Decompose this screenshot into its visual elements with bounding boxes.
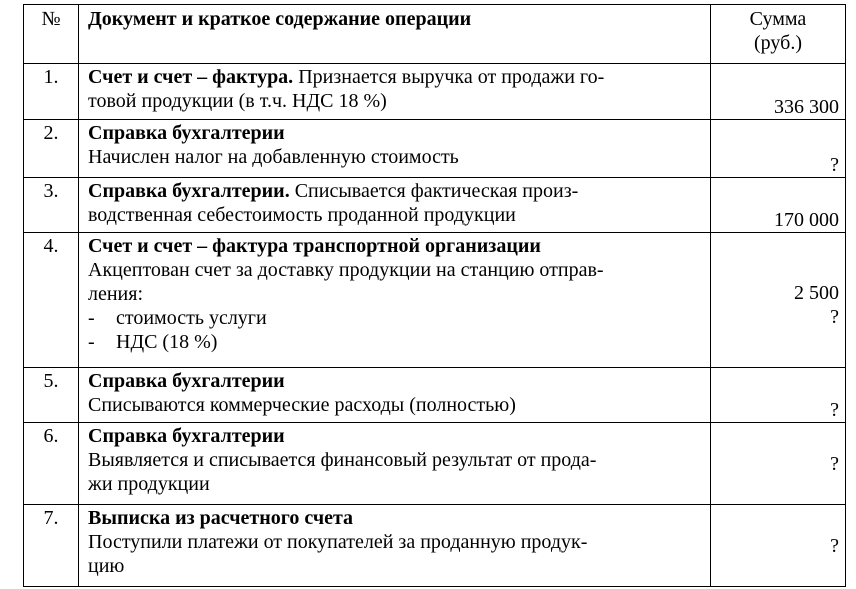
row-number: 1.: [24, 64, 79, 120]
table-row: [24, 505, 846, 587]
row-list-item: [88, 330, 706, 354]
table-row: [24, 423, 846, 505]
table-row: [24, 120, 846, 178]
row-description: цию: [88, 555, 125, 577]
row-document: [79, 178, 711, 233]
row-description: жи продукции: [88, 473, 210, 495]
row-description: Акцептован счет за доставку продукции на станцию отправ-: [88, 259, 604, 281]
row-document: [79, 423, 711, 505]
row-number: 3.: [24, 178, 79, 233]
row-document: [79, 64, 711, 120]
row-description: Выявляется и списывается финансовый результат от прода-: [88, 449, 597, 471]
row-document: [79, 368, 711, 423]
row-sum: 336 300: [711, 64, 846, 120]
row-title: Справка бухгалтерии: [88, 370, 285, 392]
dash-marker: -: [88, 307, 95, 329]
row-title: Счет и счет – фактура.: [88, 66, 294, 88]
row-description: Поступили платежи от покупателей за проданную продук-: [88, 531, 588, 553]
header-sum-line1: Сумма: [749, 8, 807, 30]
row-document: [79, 120, 711, 178]
row-sum: ?: [711, 505, 846, 587]
row-description: Списываются коммерческие расходы (полностью): [88, 394, 516, 416]
row-sum-vat: ?: [830, 306, 839, 328]
row-document: [79, 233, 711, 368]
header-sum: [711, 5, 846, 64]
row-number: 7.: [24, 505, 79, 587]
row-description: товой продукции (в т.ч. НДС 18 %): [88, 90, 387, 112]
row-description: Списывается фактическая произ-: [289, 180, 579, 202]
row-list-item-text: НДС (18 %): [116, 331, 218, 353]
row-sum: ?: [711, 120, 846, 178]
dash-marker: -: [88, 331, 95, 353]
row-title: Выписка из расчетного счета: [88, 507, 354, 529]
row-list-item: [88, 306, 706, 330]
row-description: Признается выручка от продажи го-: [293, 66, 605, 88]
header-row: [24, 5, 846, 64]
row-number: 2.: [24, 120, 79, 178]
row-sum: ?: [711, 368, 846, 423]
row-title: Справка бухгалтерии: [88, 122, 285, 144]
table-row: [24, 233, 846, 368]
row-sum: ?: [711, 423, 846, 505]
row-description: водственная себестоимость проданной продукции: [88, 204, 516, 226]
row-list-item-text: стоимость услуги: [116, 307, 267, 329]
row-sum: [711, 233, 846, 368]
operations-table: [23, 4, 846, 587]
row-number: 4.: [24, 233, 79, 368]
table-row: [24, 368, 846, 423]
row-description: Начислен налог на добавленную стоимость: [88, 146, 459, 168]
row-sum-service: 2 500: [794, 282, 839, 304]
row-title: Счет и счет – фактура транспортной организации: [88, 235, 541, 257]
row-number: 6.: [24, 423, 79, 505]
row-title: Справка бухгалтерии: [88, 425, 285, 447]
table-row: [24, 64, 846, 120]
row-number: 5.: [24, 368, 79, 423]
row-sum: 170 000: [711, 178, 846, 233]
header-number: №: [24, 5, 79, 64]
table-row: [24, 178, 846, 233]
row-document: [79, 505, 711, 587]
row-title: Справка бухгалтерии.: [88, 180, 290, 202]
header-sum-line2: (руб.): [754, 32, 802, 54]
header-document: Документ и краткое содержание операции: [79, 5, 711, 64]
row-description: ления:: [88, 283, 144, 305]
